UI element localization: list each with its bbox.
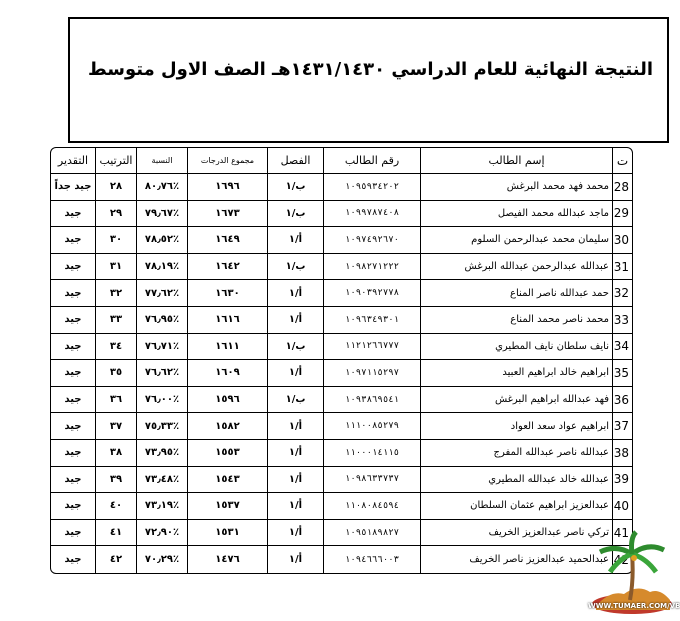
student-name: تركي ناصر عبدالعزيز الخريف xyxy=(420,520,612,547)
row-num: 33 xyxy=(612,307,632,334)
student-id: ١٠٩٧٤٩٢٦٧٠ xyxy=(323,227,420,254)
rank-cell: ٣٩ xyxy=(95,467,136,494)
rank-cell: ٢٩ xyxy=(95,201,136,228)
student-name: محمد فهد محمد البرغش xyxy=(420,174,612,201)
student-id: ١٠٩٨٦٣٣٧٣٧ xyxy=(323,467,420,494)
header-grade: التقدير xyxy=(51,148,95,174)
header-name: إسم الطالب xyxy=(420,148,612,174)
student-name: محمد ناصر محمد المناع xyxy=(420,307,612,334)
grade-cell: جيد xyxy=(51,360,95,387)
student-id: ١٠٩٨٢٧١٢٢٢ xyxy=(323,254,420,281)
total-score: ١٥٥٣ xyxy=(187,440,267,467)
total-score: ١٦٣٠ xyxy=(187,280,267,307)
table-row xyxy=(51,201,632,228)
table-row xyxy=(51,254,632,281)
student-id: ١١٠٠٠١٤١١٥ xyxy=(323,440,420,467)
student-name: عبدالله خالد عبدالله المطيري xyxy=(420,467,612,494)
row-num: 34 xyxy=(612,334,632,361)
grade-cell: جيد جداً xyxy=(51,174,95,201)
table-row xyxy=(51,546,632,573)
row-num: 30 xyxy=(612,227,632,254)
percent-cell: ٪٧٧٫٦٢ xyxy=(136,280,187,307)
percent-cell: ٪٧٦٫٩٥ xyxy=(136,307,187,334)
percent-cell: ٪٧٥٫٣٣ xyxy=(136,413,187,440)
rank-cell: ٣٤ xyxy=(95,334,136,361)
class-cell: أ/١ xyxy=(267,227,323,254)
table-row xyxy=(51,307,632,334)
class-cell: أ/١ xyxy=(267,493,323,520)
rank-cell: ٢٨ xyxy=(95,174,136,201)
class-cell: أ/١ xyxy=(267,520,323,547)
total-score: ١٦٧٣ xyxy=(187,201,267,228)
table-row xyxy=(51,387,632,414)
total-score: ١٥٣١ xyxy=(187,520,267,547)
grade-cell: جيد xyxy=(51,201,95,228)
percent-cell: ٪٧٣٫٩٥ xyxy=(136,440,187,467)
header-total: مجموع الدرجات xyxy=(187,148,267,174)
student-id: ١٠٩٣٨٦٩٥٤١ xyxy=(323,387,420,414)
percent-cell: ٪٧٦٫٧١ xyxy=(136,334,187,361)
class-cell: أ/١ xyxy=(267,467,323,494)
total-score: ١٦٩٦ xyxy=(187,174,267,201)
table-row xyxy=(51,360,632,387)
row-num: 29 xyxy=(612,201,632,228)
percent-cell: ٪٧٦٫٠٠ xyxy=(136,387,187,414)
total-score: ١٥٩٦ xyxy=(187,387,267,414)
student-name: ماجد عبدالله محمد الفيصل xyxy=(420,201,612,228)
rank-cell: ٣١ xyxy=(95,254,136,281)
row-num: 31 xyxy=(612,254,632,281)
table-header-row xyxy=(51,148,632,174)
results-table xyxy=(50,147,633,574)
table-row xyxy=(51,227,632,254)
student-name: فهد عبدالله ابراهيم البرغش xyxy=(420,387,612,414)
class-cell: أ/١ xyxy=(267,360,323,387)
grade-cell: جيد xyxy=(51,387,95,414)
grade-cell: جيد xyxy=(51,227,95,254)
class-cell: أ/١ xyxy=(267,413,323,440)
student-name: عبدالحميد عبدالعزيز ناصر الخريف xyxy=(420,546,612,573)
header-class: الفصل xyxy=(267,148,323,174)
header-rank: الترتيب xyxy=(95,148,136,174)
grade-cell: جيد xyxy=(51,280,95,307)
rank-cell: ٣٢ xyxy=(95,280,136,307)
rank-cell: ٤٢ xyxy=(95,546,136,573)
table-row xyxy=(51,174,632,201)
rank-cell: ٣٠ xyxy=(95,227,136,254)
row-num: 37 xyxy=(612,413,632,440)
grade-cell: جيد xyxy=(51,440,95,467)
student-id: ١٠٩٩٧٨٧٤٠٨ xyxy=(323,201,420,228)
student-id: ١٠٩٦٣٤٩٣٠١ xyxy=(323,307,420,334)
grade-cell: جيد xyxy=(51,413,95,440)
total-score: ١٦٤٩ xyxy=(187,227,267,254)
table-row xyxy=(51,467,632,494)
header-id: رقم الطالب xyxy=(323,148,420,174)
total-score: ١٦٠٩ xyxy=(187,360,267,387)
watermark-url: WWW.TUMAER.COM/VB xyxy=(588,602,680,610)
row-num: 28 xyxy=(612,174,632,201)
student-name: عبدالله ناصر عبدالله المفرج xyxy=(420,440,612,467)
row-num: 42 xyxy=(612,546,632,573)
total-score: ١٥٨٢ xyxy=(187,413,267,440)
row-num: 39 xyxy=(612,467,632,494)
title-box xyxy=(68,17,669,143)
student-name: ابراهيم خالد ابراهيم العبيد xyxy=(420,360,612,387)
class-cell: أ/١ xyxy=(267,307,323,334)
row-num: 35 xyxy=(612,360,632,387)
rank-cell: ٣٨ xyxy=(95,440,136,467)
student-name: عبدالعزيز ابراهيم عثمان السلطان xyxy=(420,493,612,520)
percent-cell: ٪٧٦٫٦٢ xyxy=(136,360,187,387)
row-num: 36 xyxy=(612,387,632,414)
student-name: عبدالله عبدالرحمن عبدالله البرغش xyxy=(420,254,612,281)
grade-cell: جيد xyxy=(51,334,95,361)
student-id: ١١١٠٠٨٥٢٧٩ xyxy=(323,413,420,440)
student-name: نايف سلطان نايف المطيري xyxy=(420,334,612,361)
class-cell: ب/١ xyxy=(267,254,323,281)
student-name: حمد عبدالله ناصر المناع xyxy=(420,280,612,307)
student-id: ١٠٩٤٦٦٦٠٠٣ xyxy=(323,546,420,573)
student-id: ١١٢١٢٦٦٧٧٧ xyxy=(323,334,420,361)
class-cell: أ/١ xyxy=(267,546,323,573)
percent-cell: ٪٧٠٫٢٩ xyxy=(136,546,187,573)
grade-cell: جيد xyxy=(64,554,82,566)
grade-cell: جيد xyxy=(51,520,95,547)
student-id: ١٠٩٥٩٣٤٢٠٢ xyxy=(323,174,420,201)
table-row xyxy=(51,334,632,361)
total-score: ١٦٤٢ xyxy=(187,254,267,281)
percent-cell: ٪٧٩٫٦٧ xyxy=(136,201,187,228)
class-cell: ب/١ xyxy=(267,201,323,228)
total-score: ١٦١١ xyxy=(187,334,267,361)
class-cell: ب/١ xyxy=(267,174,323,201)
total-score: ١٥٣٧ xyxy=(187,493,267,520)
rank-cell: ٤١ xyxy=(95,520,136,547)
grade-cell: جيد xyxy=(51,254,95,281)
row-num: 32 xyxy=(612,280,632,307)
grade-cell: جيد xyxy=(51,307,95,334)
table-row xyxy=(51,493,632,520)
class-cell: أ/١ xyxy=(267,280,323,307)
grade-cell: جيد xyxy=(51,493,95,520)
grade-cell: جيد xyxy=(51,467,95,494)
class-cell: أ/١ xyxy=(267,440,323,467)
student-name: ابراهيم عواد سعد العواد xyxy=(420,413,612,440)
rank-cell: ٣٥ xyxy=(95,360,136,387)
table-row xyxy=(51,413,632,440)
student-id: ١٠٩٧١١٥٢٩٧ xyxy=(323,360,420,387)
percent-cell: ٪٧٢٫٩٠ xyxy=(136,520,187,547)
percent-cell: ٪٨٠٫٧٦ xyxy=(136,174,187,201)
page-title: النتيجة النهائية للعام الدراسي ١٤٣١/١٤٣٠هـ الصف الاول متوسط xyxy=(88,59,653,80)
percent-cell: ٪٧٨٫١٩ xyxy=(136,254,187,281)
student-id: ١٠٩٥١٨٩٨٢٧ xyxy=(323,520,420,547)
table-row xyxy=(51,520,632,547)
total-score: ١٥٤٣ xyxy=(187,467,267,494)
rank-cell: ٣٦ xyxy=(95,387,136,414)
rank-cell: ٤٠ xyxy=(95,493,136,520)
student-name: سليمان محمد عبدالرحمن السلوم xyxy=(420,227,612,254)
header-num: ت xyxy=(612,148,632,174)
row-num: 41 xyxy=(612,520,632,547)
percent-cell: ٪٧٨٫٥٢ xyxy=(136,227,187,254)
row-num: 40 xyxy=(612,493,632,520)
rank-cell: ٣٧ xyxy=(95,413,136,440)
class-cell: ب/١ xyxy=(267,387,323,414)
header-percent: النسبة xyxy=(136,148,187,174)
table-row xyxy=(51,440,632,467)
total-score: ١٦١٦ xyxy=(187,307,267,334)
class-cell: ب/١ xyxy=(267,334,323,361)
row-num: 38 xyxy=(612,440,632,467)
table-body xyxy=(51,174,632,573)
percent-cell: ٪٧٣٫٤٨ xyxy=(136,467,187,494)
percent-cell: ٪٧٣٫١٩ xyxy=(136,493,187,520)
total-score: ١٤٧٦ xyxy=(187,546,267,573)
rank-cell: ٣٣ xyxy=(95,307,136,334)
student-id: ١٠٩٠٣٩٢٧٧٨ xyxy=(323,280,420,307)
student-id: ١١٠٨٠٨٤٥٩٤ xyxy=(323,493,420,520)
table-row xyxy=(51,280,632,307)
